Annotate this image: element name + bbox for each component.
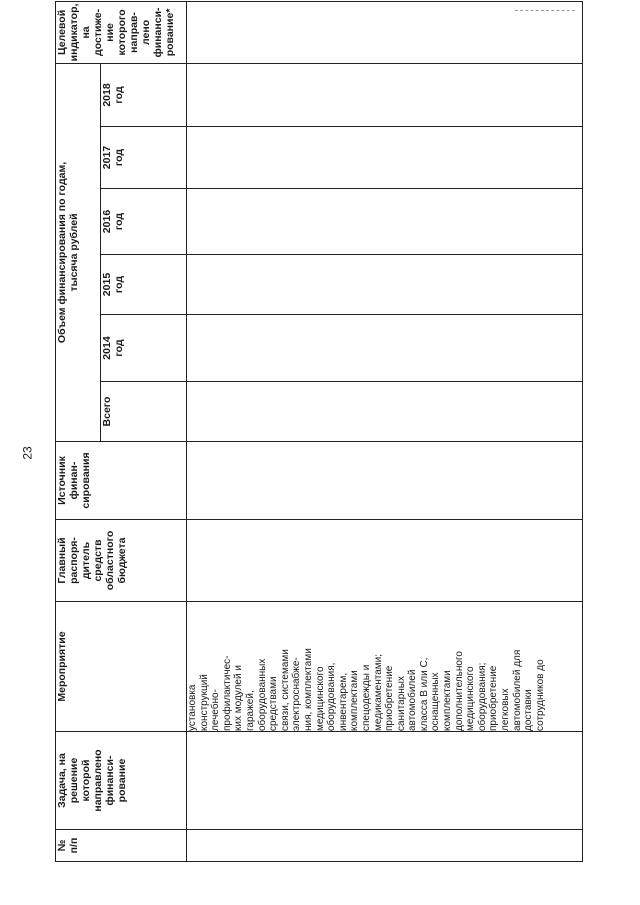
cell-measure: установка конструкций лечебно- профилактичес- ких модулей и гаражей, оборудованных средствами связи, системами электроснабже- ния, комплектами медицинского оборудования, инвентарем, комплектами спецодежды и медикаментами; приобретение санитарных автомобилей класса В или С, оснащенных комплектами дополнительного медицинского оборудования; приобретение легковых автомобилей для доставки сотрудников до xyxy=(187,602,583,732)
header-year-2014: 2014 год xyxy=(101,315,187,382)
cell-num xyxy=(187,830,583,862)
header-measure: Мероприятие xyxy=(56,602,187,732)
header-source: Источник финан- сирования xyxy=(56,442,187,520)
cell-source xyxy=(187,442,583,520)
funding-table xyxy=(55,1,583,862)
header-num: № п/п xyxy=(56,830,187,862)
cell-target xyxy=(187,1,583,63)
header-manager: Главный распоря- дитель средств областного бюджета xyxy=(56,520,187,602)
cell-manager xyxy=(187,520,583,602)
table-row xyxy=(187,1,583,861)
cell-total xyxy=(187,382,583,442)
page-number: 23 xyxy=(20,446,35,460)
cell-2017 xyxy=(187,127,583,189)
header-year-2017: 2017 год xyxy=(101,127,187,189)
header-funding-group: Объем финансирования по годам, тысяча рублей xyxy=(56,63,101,441)
header-year-2015: 2015 год xyxy=(101,255,187,315)
cell-2015 xyxy=(187,255,583,315)
header-task: Задача, на решение которой направлено финанси- рование xyxy=(56,732,187,830)
cell-2018 xyxy=(187,63,583,126)
header-target: Целевой индикатор, на достиже- ние которого направ- лено финанси- рование* xyxy=(56,1,187,63)
header-year-2018: 2018 год xyxy=(101,63,187,126)
header-total: Всего xyxy=(101,382,187,442)
cell-2014 xyxy=(187,315,583,382)
rotated-table-container xyxy=(55,2,583,862)
cell-2016 xyxy=(187,189,583,255)
header-year-2016: 2016 год xyxy=(101,189,187,255)
cell-task xyxy=(187,732,583,830)
